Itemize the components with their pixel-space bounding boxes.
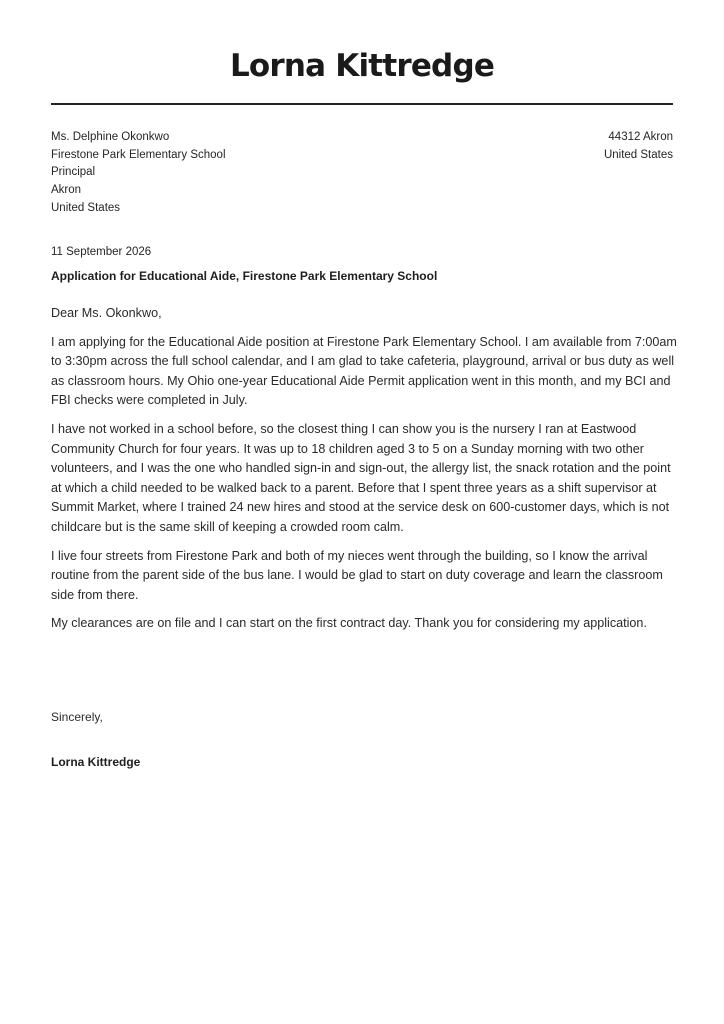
recipient-address-block xyxy=(51,129,226,218)
recipient-name: Ms. Delphine Okonkwo xyxy=(51,131,170,143)
salutation: Dear Ms. Okonkwo, xyxy=(51,306,162,320)
recipient-country: United States xyxy=(51,201,121,214)
header-divider xyxy=(51,103,673,105)
body-paragraph-4: My clearances are on file and I can start on the first contract day. Thank you for considering my application. xyxy=(51,616,647,631)
body-paragraph-1: I am applying for the Educational Aide position at Firestone Park Elementary School. I am available from 7:00am to 3:30pm across the full school calendar, and I am glad to take cafeteria, playground, arrival or bus duty as well as classroom hours. My Ohio one-year Educational Aide Permit application went in this month, and my BCI and FBI checks were completed in July. xyxy=(51,334,677,408)
letter-closing: Sincerely, xyxy=(51,710,103,724)
recipient-city: Akron xyxy=(51,184,82,197)
applicant-name-heading: Lorna Kittredge xyxy=(229,48,495,84)
body-paragraph-3: I live four streets from Firestone Park and both of my nieces went through the building, so I know the arrival routine from the parent side of the bus lane. I would be glad to start on duty coverage and learn the classroom side from there. xyxy=(51,548,663,602)
letter-subject: Application for Educational Aide, Firestone Park Elementary School xyxy=(51,269,438,283)
recipient-organization: Firestone Park Elementary School xyxy=(51,148,226,161)
body-paragraph-2: I have not worked in a school before, so the closest thing I can show you is the nursery I ran at Eastwood Community Church for four years. It was up to 18 children aged 3 to 5 on a Sunday morning with two other volunteers, and I was the one who handled sign-in and sign-out, the allergy list, the snack rotation and the point at which a child needed to be walked back to a parent. Before that I spent three years as a shift supervisor at Summit Market, where I trained 24 new hires and stood at the service desk on 600-customer days, which is not childcare but is the same skill of keeping a crowded room calm. xyxy=(51,421,671,534)
signature-name: Lorna Kittredge xyxy=(51,755,141,769)
letter-body xyxy=(51,304,681,643)
sender-country: United States xyxy=(603,148,673,161)
letter-date: 11 September 2026 xyxy=(51,246,152,258)
sender-address-block xyxy=(604,129,673,164)
recipient-title: Principal xyxy=(51,166,96,179)
sender-postcode-city: 44312 Akron xyxy=(608,131,673,143)
